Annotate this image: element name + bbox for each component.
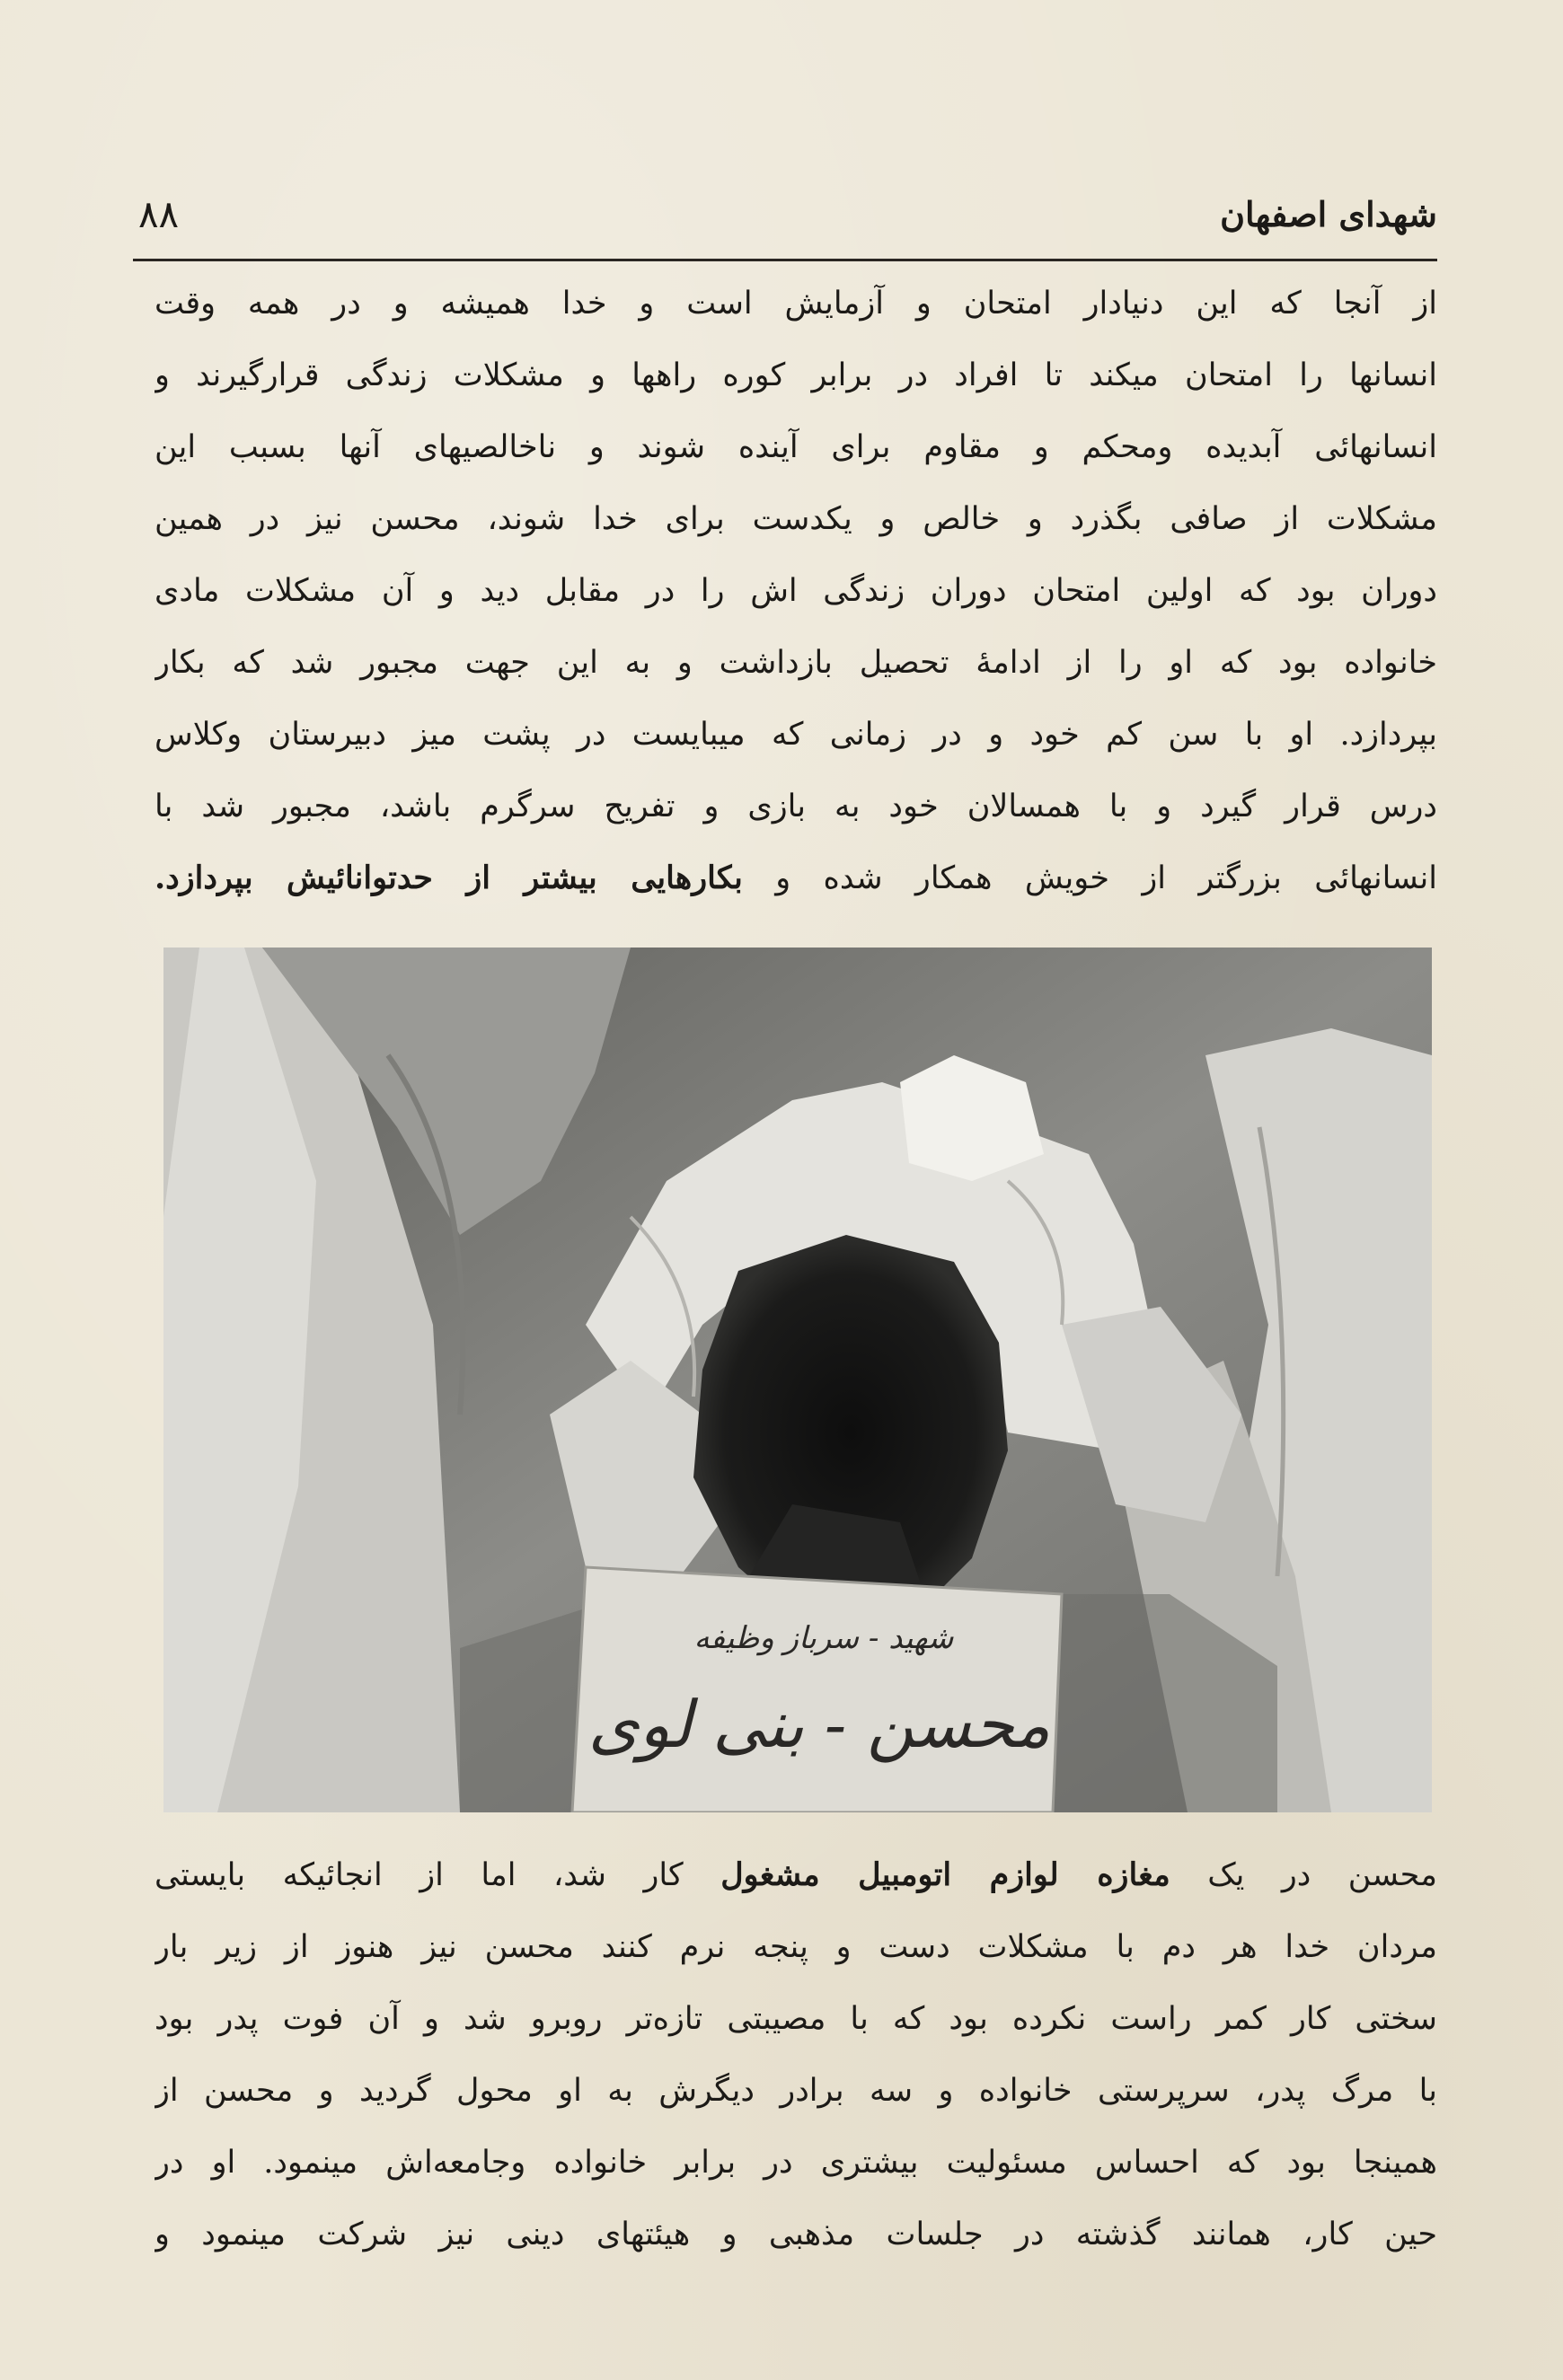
text-line — [155, 1839, 1437, 1911]
text-line: با مرگ پدر، سرپرستی خانواده و سه برادر دیگرش به او محول گردید و محسن از — [155, 2073, 1437, 2109]
text-line: بپردازد. او با سن کم خود و در زمانی که میبایست در پشت میز دبیرستان وکلاس — [155, 717, 1437, 753]
header-rule — [133, 259, 1437, 261]
text-line: درس قرار گیرد و با همسالان خود به بازی و تفریح سرگرم باشد، مجبور شد با — [155, 789, 1437, 824]
text-line: دوران بود که اولین امتحان دوران زندگی اش را در مقابل دید و آن مشکلات مادی — [155, 573, 1437, 609]
sign-line-1: شهید - سرباز وظیفه — [693, 1620, 954, 1656]
sign-line-2: محسن - بنی لوی — [587, 1687, 1051, 1762]
text-line: از آنجا که این دنیادار امتحان و آزمایش است و خدا همیشه و در همه وقت — [155, 286, 1437, 322]
photo-image — [163, 948, 1432, 1812]
text-line: انسانهائی آبدیده ومحکم و مقاوم برای آینده شوند و ناخالصیهای آنها بسبب این — [155, 429, 1437, 465]
photograph — [163, 948, 1432, 1812]
text-line: مردان خدا هر دم با مشکلات دست و پنجه نرم کنند محسن نیز هنوز از زیر بار — [155, 1929, 1437, 1965]
text-line: انسانها را امتحان میکند تا افراد در برابر کوره راهها و مشکلات زندگی قرارگیرند و — [155, 357, 1437, 393]
text-line: همینجا بود که احساس مسئولیت بیشتری در برابر خانواده وجامعه‌اش مینمود. او در — [155, 2145, 1437, 2181]
bold-text-run: بکارهایی بیشتر از حدتوانائیش بپردازد. — [155, 859, 743, 896]
text-line: مشکلات از صافی بگذرد و خالص و یکدست برای خدا شوند، محسن نیز در همین — [155, 501, 1437, 537]
paragraph-2 — [155, 1839, 1437, 2270]
text-line — [155, 842, 1437, 914]
text-run: انسانهائی بزرگتر از خویش همکار شده و — [742, 860, 1437, 896]
text-line: حین کار، همانند گذشته در جلسات مذهبی و هیئتهای دینی نیز شرکت مینمود و — [155, 2217, 1437, 2252]
running-title: شهدای اصفهان — [1220, 194, 1437, 234]
text-line: سختی کار کمر راست نکرده بود که با مصیبتی تازه‌تر روبرو شد و آن فوت پدر بود — [155, 2001, 1437, 2037]
paragraph-1 — [155, 268, 1437, 914]
page-header — [133, 190, 1437, 253]
page-number: ۸۸ — [138, 192, 180, 236]
text-line: خانواده بود که او را از ادامهٔ تحصیل بازداشت و به این جهت مجبور شد که بکار — [155, 645, 1437, 681]
handwritten-sign — [572, 1567, 1062, 1812]
text-run: کار شد، اما از انجائیکه بایستی — [155, 1857, 721, 1893]
text-run: محسن در یک — [1170, 1857, 1437, 1893]
bold-text-run: مغازه لوازم اتومبیل مشغول — [720, 1856, 1170, 1893]
